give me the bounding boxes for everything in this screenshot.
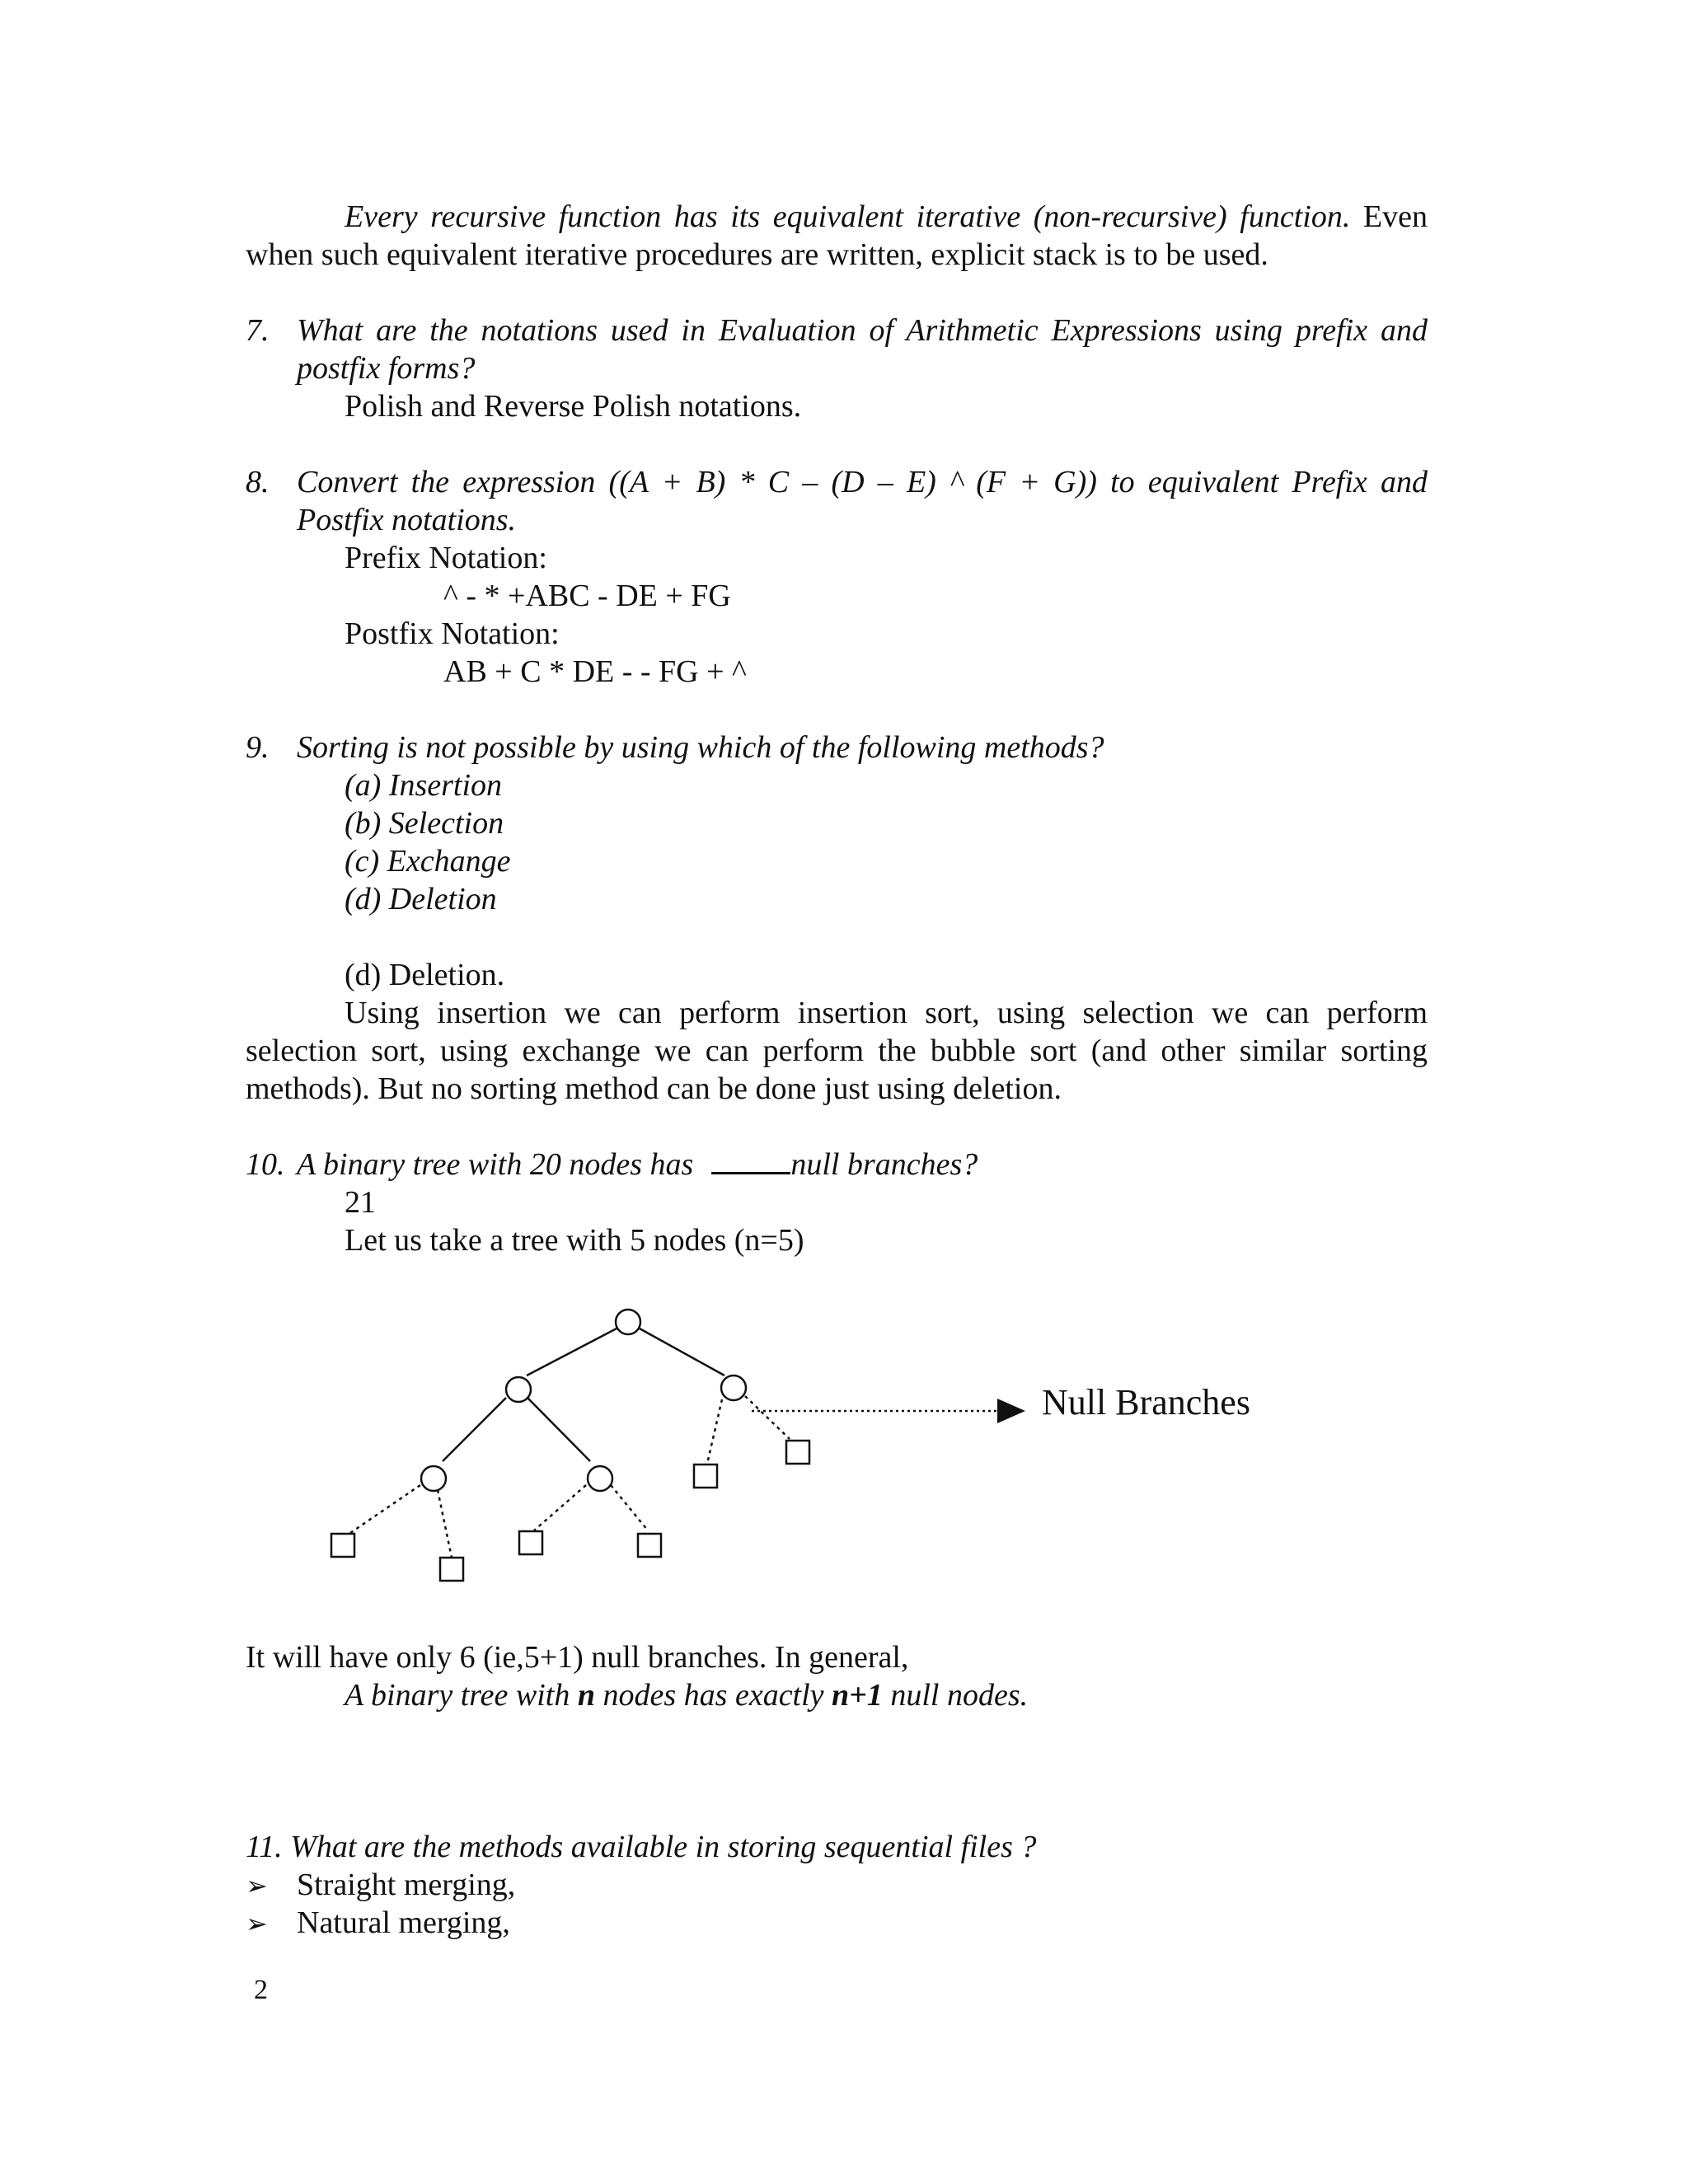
question-number: 8. [246,465,270,499]
null-leaf-square [440,1558,463,1581]
tree-node [506,1377,531,1402]
null-branches-label: Null Branches [1042,1382,1250,1422]
question-text-before: A binary tree with 20 nodes has [297,1147,694,1182]
edge-left-leftchild [443,1398,506,1461]
null-leaf-square [694,1465,717,1488]
question-number: 10. [246,1147,285,1182]
option-d: (d) Deletion [345,882,497,916]
question-number: 7. [246,313,270,348]
question-text: What are the methods available in storing sequential files ? [290,1830,1037,1864]
bullet-text: Straight merging, [297,1868,516,1902]
null-branch-edges [350,1396,790,1558]
edge-root-left [527,1329,617,1376]
arrow-bullet-icon: ➢ [246,1908,268,1939]
null-leaf-square [638,1534,661,1557]
null-edge [438,1490,452,1558]
intro-italic: Every recursive function has its equivalent iterative (non-recursive) function. [345,199,1351,234]
tree-node-root [616,1310,640,1334]
question-text: Sorting is not possible by using which of the following methods? [297,730,1104,765]
null-edge [350,1485,420,1533]
answer-10: 21 [345,1185,376,1220]
bullet-item [246,1866,268,1905]
question-number: 11. [246,1830,283,1864]
explanation-line-2: selection sort, using exchange we can perform the bubble sort (and other similar sorting [246,1033,1428,1068]
edge-root-right [640,1329,724,1376]
answer-9: (d) Deletion. [345,958,505,992]
tree-edges [443,1329,724,1461]
example-text: Let us take a tree with 5 nodes (n=5) [345,1223,804,1258]
question-text-line-2: postfix forms? [297,351,476,386]
null-edge [745,1396,790,1439]
conclusion-text: It will have only 6 (ie,5+1) null branches. In general, [246,1640,909,1675]
null-leaves [331,1441,809,1581]
option-b: (b) Selection [345,806,504,841]
question-number: 9. [246,730,270,765]
rule-part-a: A binary tree with [345,1678,578,1713]
intro-line-2: when such equivalent iterative procedures are written, explicit stack is to be used. [246,237,1268,272]
null-leaf-square [331,1534,354,1557]
rule-statement [345,1676,1028,1714]
rule-part-c: null nodes. [882,1678,1029,1713]
tree-node [721,1376,746,1400]
null-leaf-square [519,1531,542,1554]
option-a: (a) Insertion [345,768,503,803]
question-11 [246,1828,1036,1866]
rule-part-b: nodes has exactly [595,1678,832,1713]
prefix-label: Prefix Notation: [345,541,547,575]
edge-left-rightchild [528,1398,590,1461]
rule-n-plus-1: n+1 [832,1678,883,1713]
answer-7: Polish and Reverse Polish notations. [345,389,802,424]
prefix-value: ^ - * +ABC - DE + FG [443,579,731,613]
rule-n: n [577,1678,596,1713]
question-text-line-2: Postfix notations. [297,503,516,537]
null-edge [611,1485,648,1530]
bullet-text: Natural merging, [297,1905,510,1940]
null-edge [534,1485,586,1530]
tree-node [588,1466,612,1491]
bullet-item [246,1904,268,1943]
explanation-line-1: Using insertion we can perform insertion sort, using selection we can perform [345,996,1428,1030]
null-edge [707,1399,722,1464]
explanation-line-3: methods). But no sorting method can be done just using deletion. [246,1071,1062,1106]
arrow-bullet-icon: ➢ [246,1870,268,1901]
question-text-line-1: What are the notations used in Evaluation of Arithmetic Expressions using prefix and [297,313,1428,348]
intro-rest: Even [1350,199,1428,234]
question-text-after: null branches? [790,1147,978,1182]
arrow-head-icon [997,1399,1025,1423]
postfix-label: Postfix Notation: [345,616,560,651]
question-text-line-1: Convert the expression ((A + B) * C – (D – E) ^ (F + G)) to equivalent Prefix and [297,465,1428,499]
tree-node [421,1466,446,1491]
option-c: (c) Exchange [345,844,511,879]
page-number: 2 [254,1975,268,2005]
postfix-value: AB + C * DE - - FG + ^ [443,654,747,689]
null-leaf-square [786,1441,809,1464]
